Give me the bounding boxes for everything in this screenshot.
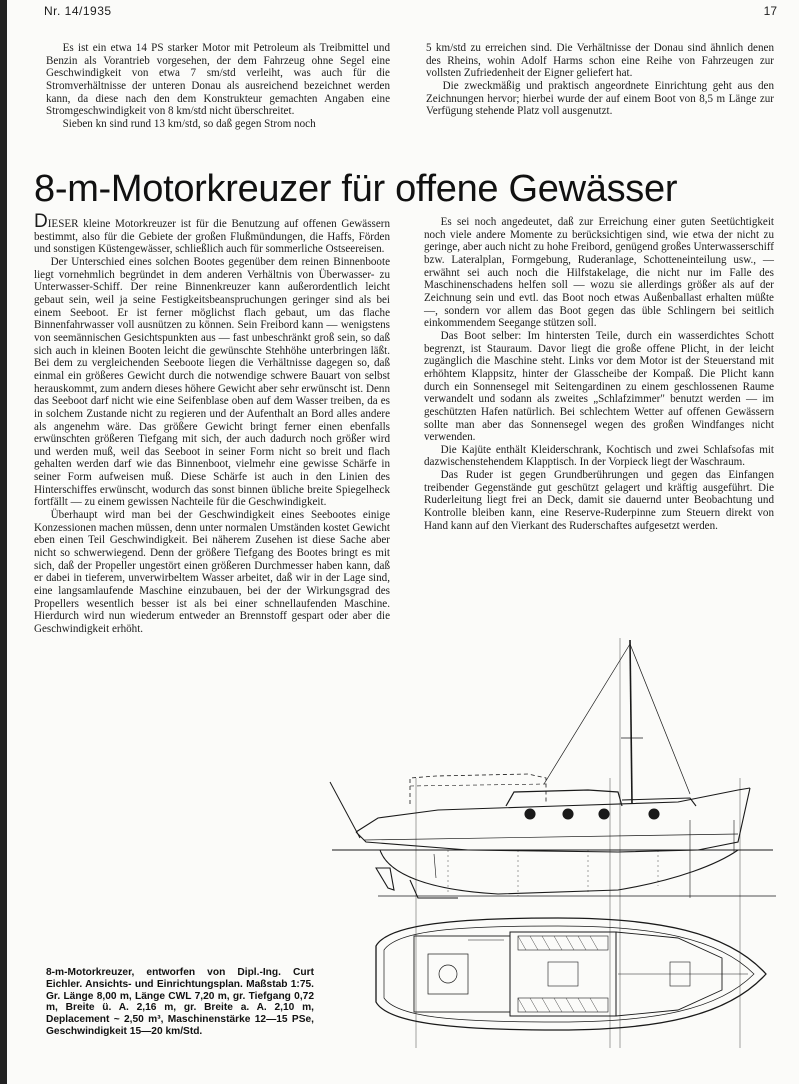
drop-cap: D [34, 211, 48, 232]
issue-number: Nr. 14/1935 [44, 4, 112, 18]
paragraph: Es sei noch angedeutet, daß zur Erreichung einer guten Seetüchtigkeit noch viele andere Momente zu berücksichtigen sind, wie etwa der nicht zu geringe, aber auch nicht zu hohe Freibord, genügend großes Unterwasserschiff bzw. Lateralplan, Formgebung, Ruderanlage, Schotteneinteilung usw., — erwähnt sei auch noch die Hilfstakelage, die nicht nur im Falle des Maschinenschadens helfen soll — wozu sie allerdings größer als auf der Zeichnung sein und evtl. das Boot noch etwas Außenballast erhalten müßte —, sondern vor allem das Boot gegen das üble Schlingern bei seitlich einkommendem Seegange stützen soll. [424, 216, 774, 330]
paragraph: Das Boot selber: Im hintersten Teile, durch ein wasserdichtes Schott begrenzt, ist Stauraum. Davor liegt die große offene Plicht, in der leicht zugänglich die Maschine steht. Links vor dem Motor ist der Steuerstand mit erhöhtem Klappsitz, hinter der Glasscheibe der Kompaß. Die Plicht kann durch ein Sonnensegel mit Seitengardinen zu einem geschlossenen Raume verwandelt und sodann als zweites „Schlafzimmer" benutzt werden — im geschützten Hafen natürlich. Bei schlechtem Wetter auf offenen Gewässern sollte man aber das Sonnensegel wegen des großen Windfanges nicht verwenden. [424, 329, 774, 444]
paragraph: Der Unterschied eines solchen Bootes gegenüber dem reinen Binnenboote liegt vornehmlich begründet in dem anderen Verhältnis von Überwasser- zu Unterwasser-Schiff. Der reine Binnenkreuzer kann außerordentlich leicht gebaut sein, weil ja seine Festigkeitsbeanspruchungen geringer sind als bei einem Seeboot. Er ist ferner möglichst flach gebaut, um das flache Binnenfahrwasser voll ausnützen zu können. Sein Freibord kann — wenigstens von seemännischen Gesichtspunkten aus — fast unbeschränkt groß sein, so daß sich auch in kleinen Booten leicht die gewünschte Stehhöhe unterbringen läßt. Bei dem zu vergleichenden Seeboote liegen die Verhältnisse dagegen so, daß einmal ein größeres Gewicht durch die notwendige schwere Bauart von selbst herauskommt, zum andern dieses höhere Gewicht aber sehr erwünscht ist. Denn das Seeboot darf nicht wie eine Seifenblase oben auf dem Wasser treiben, da es in solchem Zustande nicht zu regieren und der Aufenthalt an Bord alles andere als angenehm wäre. Das größere Gewicht bringt ferner einen ebenfalls erwünschten größeren Tiefgang mit sich, der auch dadurch noch größer wird und werden muß, weil das Seeboot in seiner Form nicht so breit und flach gehalten werden darf wie das Binnenboot, vielmehr eine gewisse Schärfe in seiner Form aufweisen muß. Diese Schärfe ist auch in den Linien des Hinterschiffes erwünscht, wodurch das sonst binnen übliche breite Spiegelheck fortfällt — zu einem gewissen Nachteile für die Geschwindigkeit. [34, 255, 390, 509]
deck-plan [376, 918, 766, 1030]
paragraph: 5 km/std zu erreichen sind. Die Verhältnisse der Donau sind ähnlich denen des Rheins, wohin Adolf Harms schon eine Reihe von Fahrzeugen zur vollsten Zufriedenheit der Eigner geliefert hat. [426, 42, 774, 80]
paragraph: Das Ruder ist gegen Grundberührungen und gegen das Einfangen treibender Gegenstände gut geschützt gelagert und kräftig ausgeführt. Die Ruderleitung liegt frei an Deck, damit sie dauernd unter Beobachtung und Kontrolle bleiben kann, eine Reserve-Ruderpinne zum Steuern direkt von Hand kann auf den Vierkant des Ruderschaftes aufgesetzt werden. [424, 469, 774, 532]
figure-caption: 8-m-Motorkreuzer, entworfen von Dipl.-Ing. Curt Eichler. Ansichts- und Einrichtungsplan. Maßstab 1:75. Gr. Länge 8,00 m, Länge CWL 7,20 m, gr. Tiefgang 0,72 m, Breite ü. A. 2,16 m, gr. Breite a. A. 2,10 m, Deplacement ~ 2,50 m³, Maschinenstärke 12—15 PSe, Geschwindigkeit 15—20 km/Std. [46, 967, 314, 1037]
paragraph: Überhaupt wird man bei der Geschwindigkeit eines Seebootes einige Konzessionen machen müssen, denn unter normalen Umständen kostet Gewicht eben einen Teil Geschwindigkeit. Bei näherem Zusehen ist diese Sache aber nicht so schwerwiegend. Denn der größere Tiefgang des Bootes bringt es mit sich, daß der Propeller ungestört einen größeren Durchmesser haben kann, daß er dabei in tieferem, unverwirbeltem Wasser arbeitet, daß wir in der Lage sind, eine langsamlaufende Maschine einzubauen, bei der der Wirkungsgrad des Propellers wesentlich besser ist als bei einer schnellaufenden Maschine. Hierdurch wird nun wiederum entweder an Brennstoff gespart oder aber die Geschwindigkeit erhöht. [34, 509, 390, 635]
first-paragraph-text: kleine Motorkreuzer ist für die Benutzung auf offenen Gewässern bestimmt, also für die Gebiete der großen Flußmündungen, die Haffs, Förden und sonstigen Küstengewässer, schließlich auch für sommerliche Ostseereisen. [34, 218, 390, 256]
paragraph: Sieben kn sind rund 13 km/std, so daß gegen Strom noch [62, 117, 316, 130]
article-right-column [424, 216, 774, 532]
page-number: 17 [763, 4, 777, 18]
boat-plan-drawing [318, 628, 788, 1080]
binding-edge [0, 0, 7, 1084]
article-left-column [34, 211, 390, 636]
top-left-column [46, 42, 390, 131]
top-right-column [426, 42, 774, 118]
first-paragraph [34, 211, 390, 256]
paragraph: Es ist ein etwa 14 PS starker Motor mit Petroleum als Treibmittel und Benzin als Vorantrieb vorgesehen, der dem Fahrzeug ohne Segel eine Geschwindigkeit von etwa 7 sm/std verleiht, was auch für die Stromverhältnisse der unteren Donau als ausreichend bezeichnet werden kann, da diese nach den dem Konstrukteur gemachten Angaben eine Stromgeschwindigkeit von 8 km/std nicht überschreitet. [46, 42, 390, 118]
side-elevation [330, 640, 776, 898]
paragraph: Die Kajüte enthält Kleiderschrank, Kochtisch und zwei Schlafsofas mit dazwischenstehendem Klapptisch. In der Vorpieck liegt der Waschraum. [424, 443, 774, 469]
paragraph: Die zweckmäßig und praktisch angeordnete Einrichtung geht aus den Zeichnungen hervor; hierbei wurde der auf einem Boot von 8,5 m Länge zur Verfügung stehende Platz voll ausgenutzt. [426, 79, 774, 118]
article-title: 8-m-Motorkreuzer für offene Gewässer [34, 168, 678, 210]
first-word: IESER [47, 218, 79, 230]
